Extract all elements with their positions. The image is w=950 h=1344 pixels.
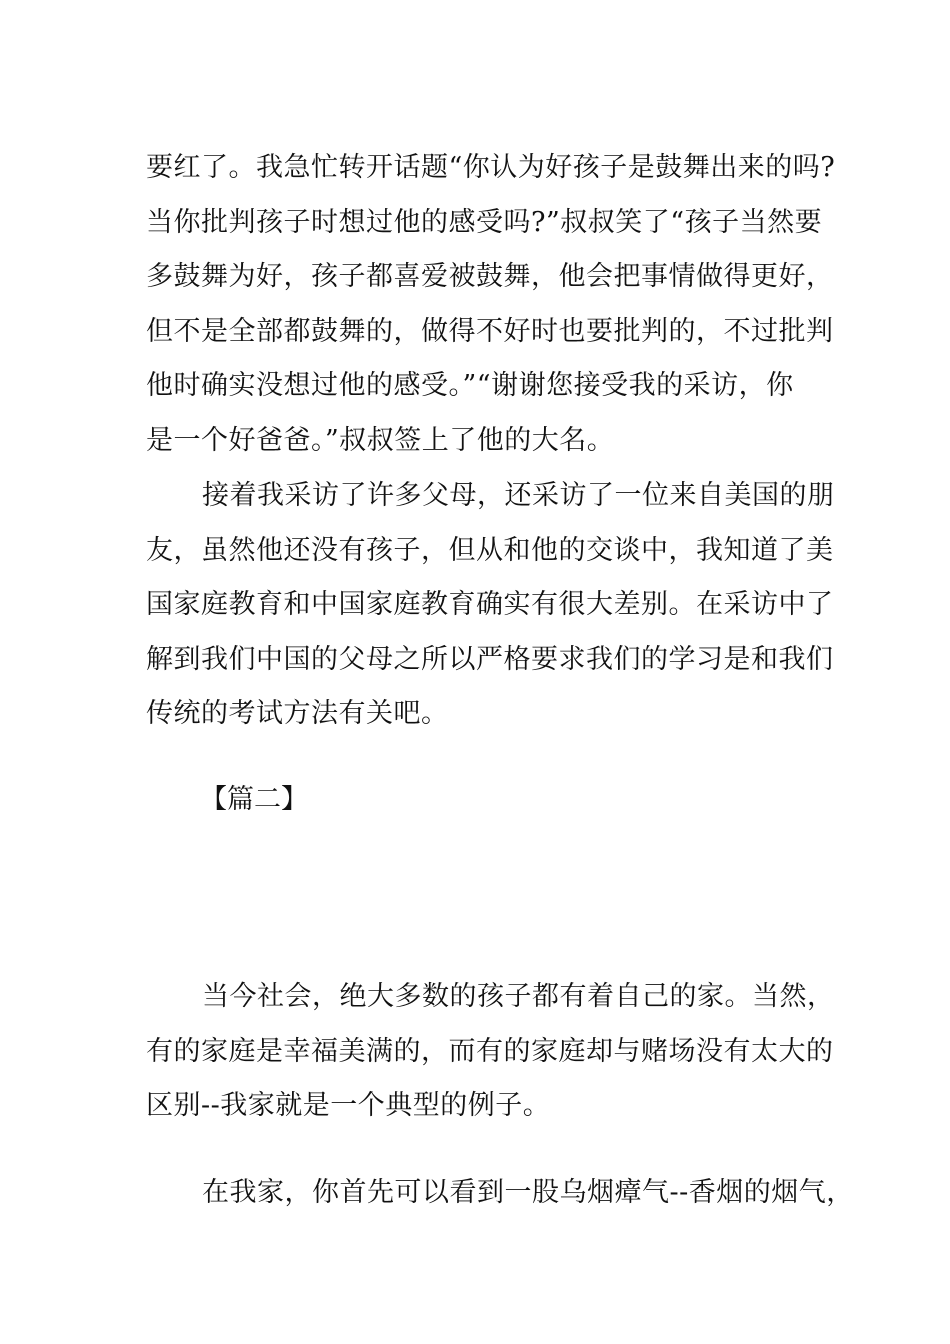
paragraph-2-line-4: 解到我们中国的父母之所以严格要求我们的学习是和我们 [146,643,834,675]
paragraph-2-line-3: 国家庭教育和中国家庭教育确实有很大差别。在采访中了 [146,589,834,620]
paragraph-2-line-1: 接着我采访了许多父母，还采访了一位来自美国的朋 [202,480,835,511]
paragraph-1 [146,141,836,468]
paragraph-3 [146,970,835,1134]
paragraph-1-line-2: 当你批判孩子时想过他的感受吗?”叔叔笑了“孩子当然要 [146,206,823,238]
paragraph-3-line-3: 区别--我家就是一个典型的例子。 [146,1090,551,1121]
paragraph-2 [146,469,835,742]
paragraph-2-line-2: 友，虽然他还没有孩子，但从和他的交谈中，我知道了美 [146,534,834,566]
section-heading: 【篇二】 [200,784,308,815]
paragraph-3-line-1: 当今社会，绝大多数的孩子都有着自己的家。当然， [202,981,835,1012]
paragraph-1-line-5: 他时确实没想过他的感受。”“谢谢您接受我的采访，你 [146,370,794,401]
paragraph-1-line-4: 但不是全部都鼓舞的，做得不好时也要批判的，不过批判 [146,315,834,347]
paragraph-2-line-5: 传统的考试方法有关吧。 [146,698,449,729]
paragraph-1-line-6: 是一个好爸爸。”叔叔签上了他的大名。 [146,424,615,456]
paragraph-4-line-1: 在我家，你首先可以看到一股乌烟瘴气--香烟的烟气， [202,1177,854,1208]
paragraph-4 [146,1166,854,1221]
paragraph-1-line-3: 多鼓舞为好，孩子都喜爱被鼓舞，他会把事情做得更好， [146,261,834,292]
paragraph-1-line-1: 要红了。我急忙转开话题“你认为好孩子是鼓舞出来的吗? [146,152,836,183]
paragraph-3-line-2: 有的家庭是幸福美满的，而有的家庭却与赌场没有太大的 [146,1035,834,1067]
